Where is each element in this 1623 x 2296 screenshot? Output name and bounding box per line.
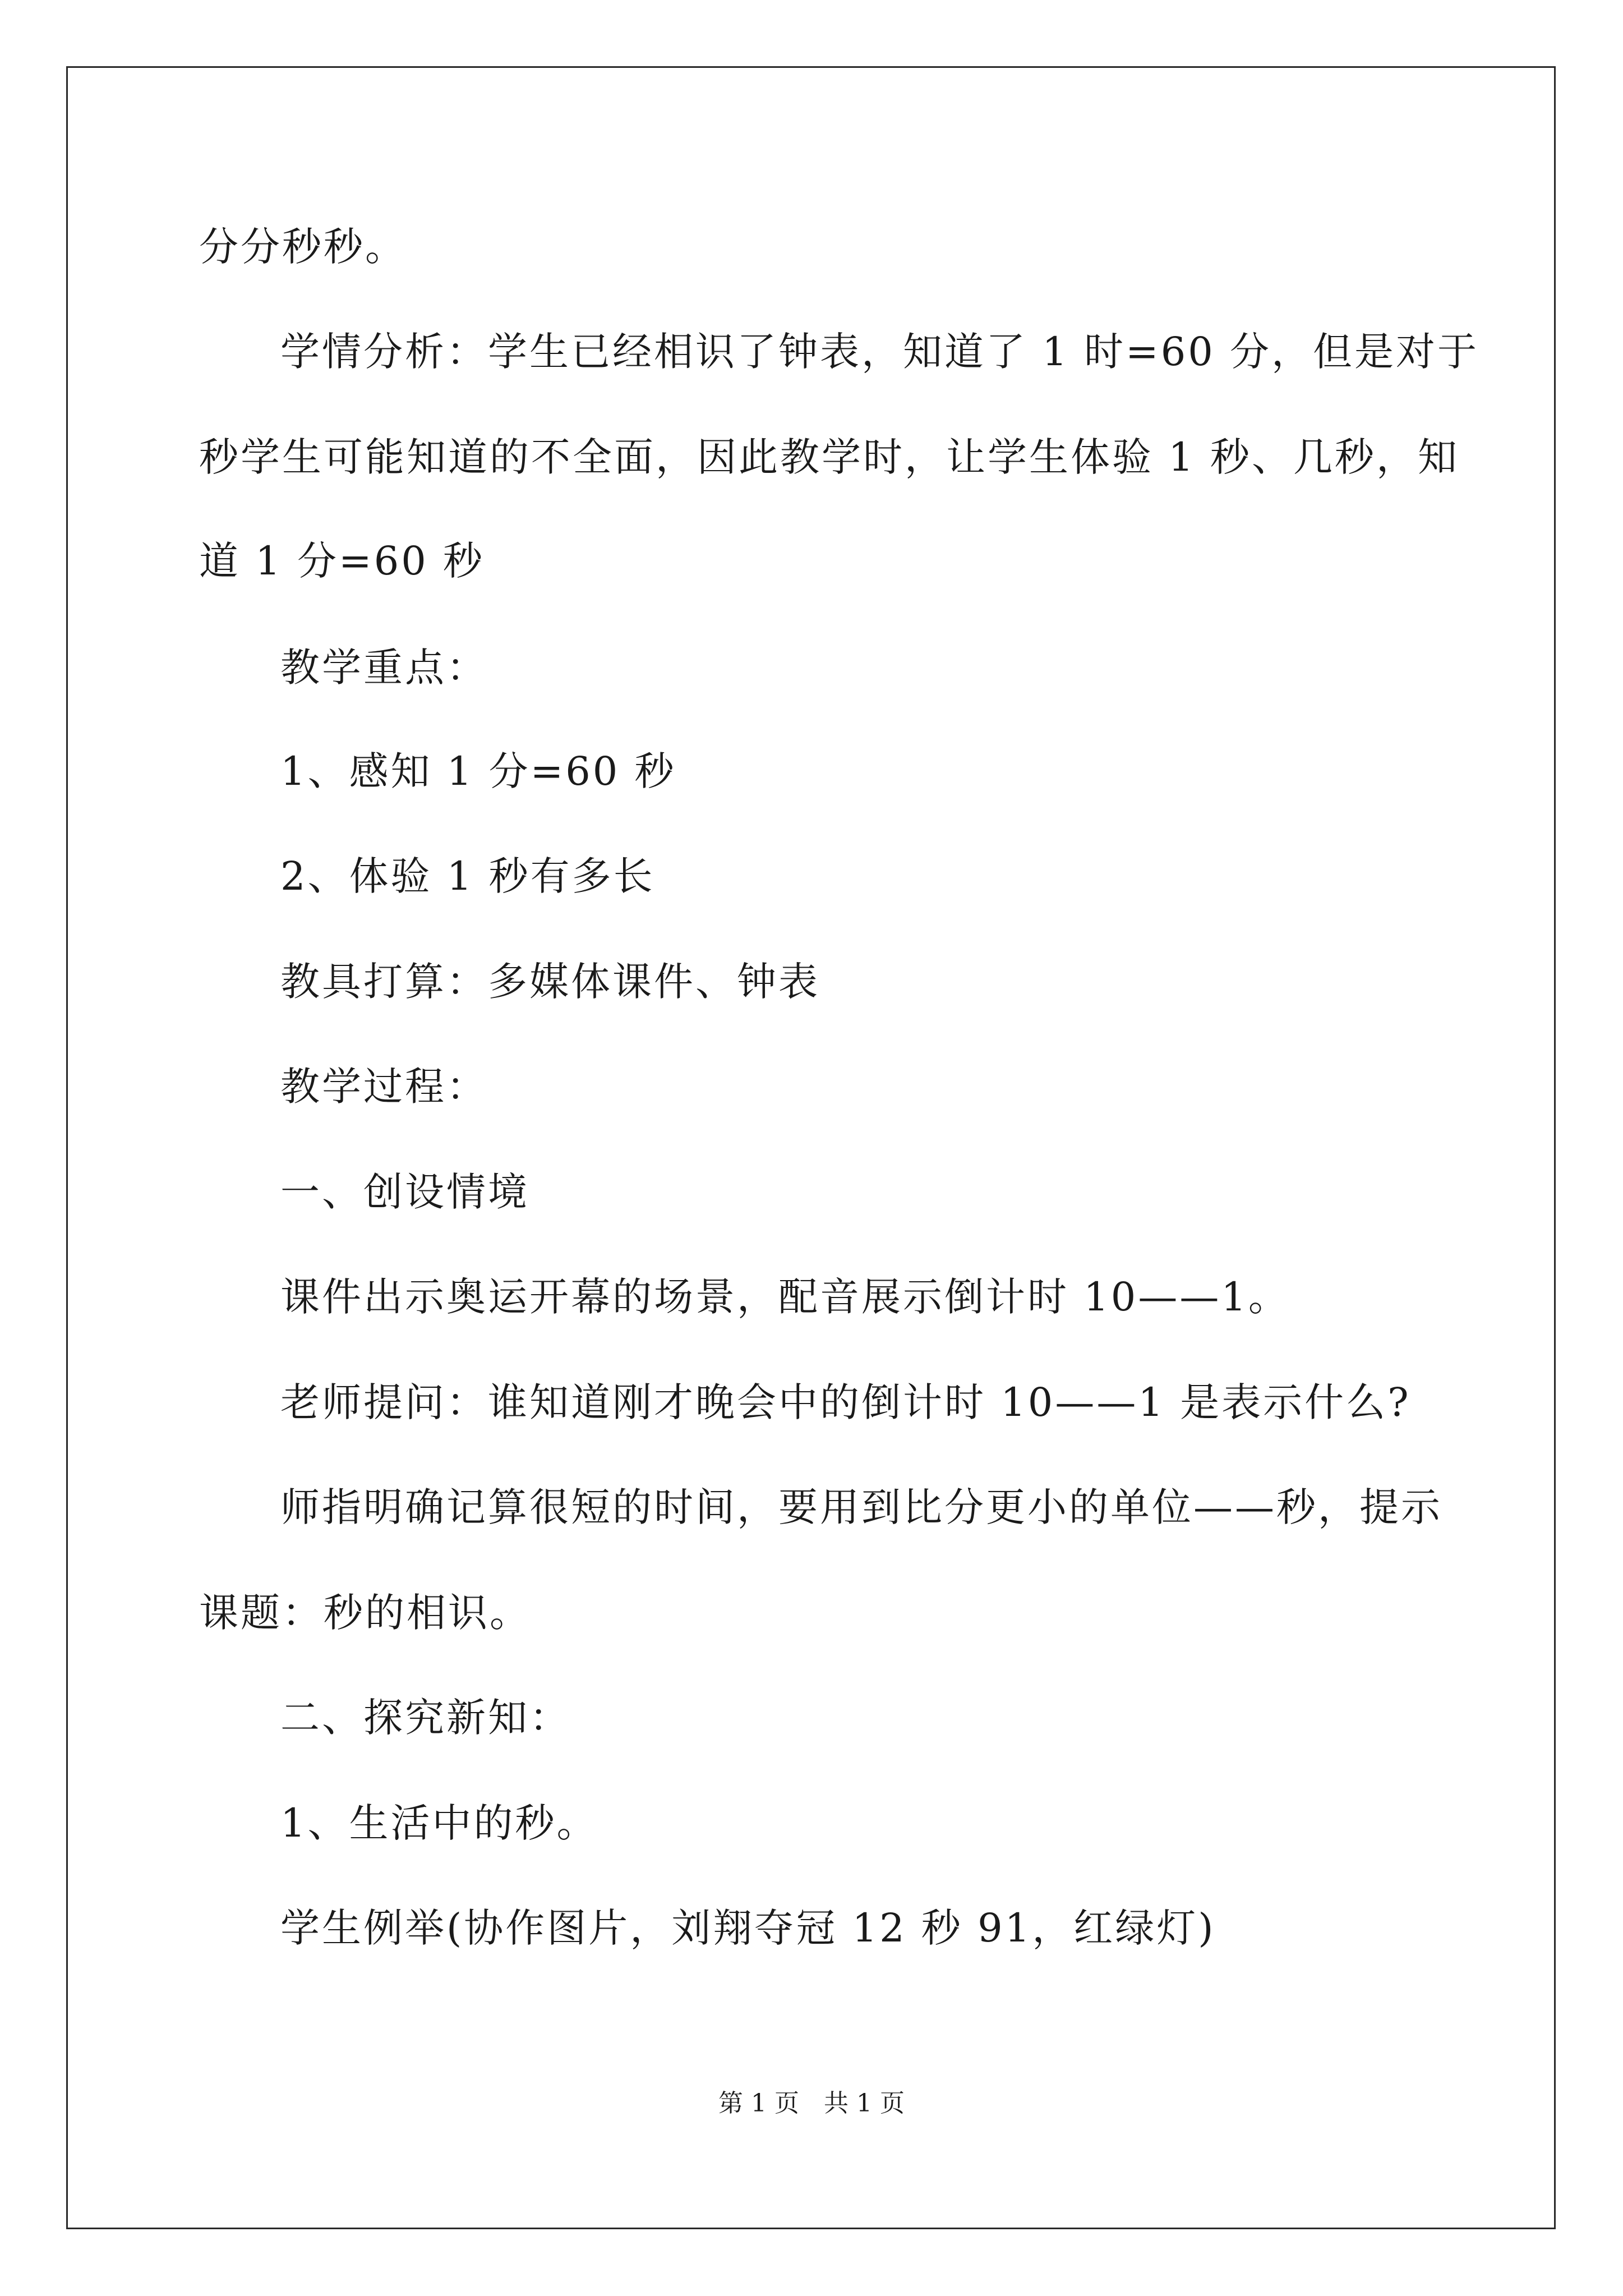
text-line: 师指明确记算很短的时间，要用到比分更小的单位——秒，提示 — [280, 1484, 1442, 1530]
text-line: 学生例举(协作图片，刘翔夺冠 12 秒 91，红绿灯) — [280, 1905, 1216, 1951]
text-line: 道 1 分=60 秒 — [199, 538, 485, 584]
text-line: 1、生活中的秒。 — [280, 1800, 598, 1846]
text-line: 2、体验 1 秒有多长 — [280, 853, 655, 899]
text-line: 1、感知 1 分=60 秒 — [280, 748, 676, 794]
text-line: 二、探究新知： — [280, 1695, 571, 1741]
text-line: 课件出示奥运开幕的场景，配音展示倒计时 10——1。 — [280, 1274, 1290, 1320]
text-line: 分分秒秒。 — [199, 224, 407, 270]
text-line: 教学重点： — [280, 645, 488, 691]
text-line: 一、创设情境 — [280, 1169, 529, 1215]
text-line: 秒学生可能知道的不全面，因此教学时，让学生体验 1 秒、几秒，知 — [199, 434, 1460, 480]
text-line: 教具打算：多媒体课件、钟表 — [280, 959, 820, 1005]
text-line: 课题：秒的相识。 — [199, 1590, 531, 1636]
text-line: 老师提问：谁知道刚才晚会中的倒计时 10——1 是表示什么? — [280, 1379, 1411, 1425]
text-line: 学情分析：学生已经相识了钟表，知道了 1 时=60 分，但是对于 — [280, 329, 1479, 375]
page-number-footer: 第 1 页 共 1 页 — [718, 2089, 905, 2118]
text-line: 教学过程： — [280, 1064, 488, 1110]
